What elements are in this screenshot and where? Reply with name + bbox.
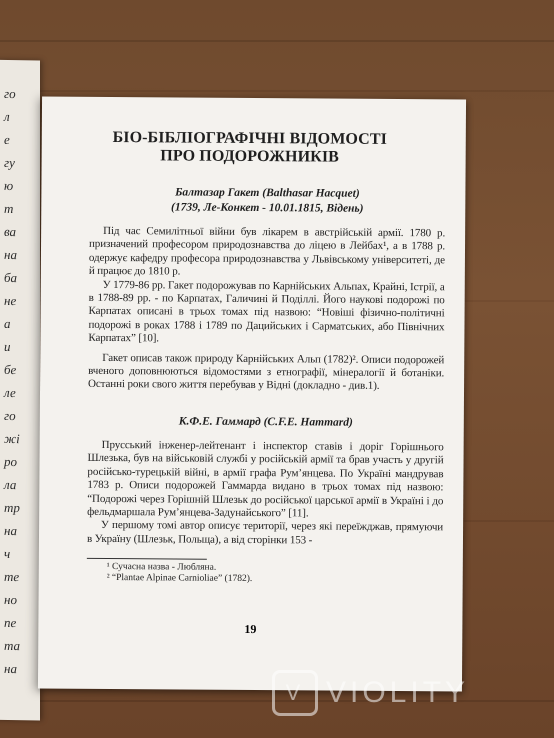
facing-page-text — [0, 59, 40, 677]
watermark — [272, 670, 469, 716]
facing-page-line: ю — [4, 177, 14, 194]
page-heading: БІО-БІБЛІОГРАФІЧНІ ВІДОМОСТІ ПРО ПОДОРОЖНИКІВ — [112, 129, 388, 166]
book-page — [38, 97, 466, 692]
facing-page-line: бе — [4, 361, 17, 378]
author-1-name: Балтазар Гакет (Balthasar Hacquet) — [175, 186, 360, 200]
facing-page-line: но — [4, 591, 17, 608]
author-2-paragraph-1: Прусський інженер-лейтенант і інспектор ставів і доріг Горішнього Шлезька, був на військовій службі у російській армії та брав участь у другій російсько-турецькій війні, в армії графа Рум’янцева. По Україні мандрував 1783 р. Описи подорожей Гаммарда видано в трьох томах під назвою: “Подорожі через Горішній Шлезьк до російської царської армії в Україні і до фельдмаршала Рум’янцева-Задунайського” [11]. — [87, 438, 444, 520]
author-1-paragraph-1: Під час Семилітньої війни був лікарем в австрійській армії. 1780 р. призначений професором природознавства до ліцею в Лейбах¹, а в 1788 р. одержує кафедру професора природознавства у Львівському університеті, де й працює до 1810 р. — [88, 224, 446, 278]
facing-page-line: на — [4, 246, 17, 263]
page-number: 19 — [244, 621, 257, 637]
violity-logo-icon: V — [272, 670, 318, 716]
facing-page-line: е — [4, 131, 10, 147]
facing-page-line: ва — [4, 223, 17, 240]
author-2-paragraph-2: У першому томі автор описує території, через які переїжджав, прямуючи в Україну (Шлезьк, Польща), а від сторінки 153 - — [86, 519, 444, 547]
facing-page-line: ба — [4, 269, 18, 286]
facing-page-line: го — [4, 407, 16, 424]
watermark-text: VIOLITY — [326, 676, 470, 709]
footnotes — [87, 558, 253, 585]
facing-page-line: та — [4, 637, 21, 654]
facing-page-line: ро — [4, 453, 17, 470]
facing-page-line: жі — [4, 430, 20, 447]
facing-page-line: на — [4, 522, 17, 539]
page-content — [87, 129, 446, 587]
facing-page-line: ч — [4, 545, 11, 562]
facing-page-line: пе — [4, 614, 17, 631]
facing-page-line: го — [4, 85, 16, 102]
author-2-name: К.Ф.Е. Гаммард (C.F.E. Hammard) — [178, 415, 353, 429]
facing-page-line: тр — [4, 499, 20, 516]
facing-page-line: т — [4, 200, 14, 217]
facing-page-line: л — [4, 108, 10, 124]
footnote-2: ² “Plantae Alpinae Carnioliae” (1782). — [106, 573, 253, 585]
footnote-1: ¹ Сучасна назва - Любляна. — [106, 562, 217, 573]
facing-page-line: ле — [4, 384, 16, 401]
author-1-dates: (1739, Ле-Конкет - 10.01.1815, Відень) — [170, 201, 364, 215]
author-1-heading — [89, 185, 445, 217]
author-1-paragraph-2: У 1779-86 pp. Гакет подорожував по Карнійських Альпах, Крайні, Істрії, а в 1788-89 pp. - по Карпатах, Галичині й Поділлі. Його наукові подорожі по Карпатах описані в трьох томах під назвою: “Новіші фізично-політичні подорожі в роках 1788 і 1789 по Дацийських і Сарматських, або Північних Карпатах” [10]. — [88, 278, 445, 345]
facing-page-line: гу — [4, 154, 15, 171]
facing-page-line: а — [4, 315, 11, 332]
facing-page-line: те — [4, 568, 20, 585]
facing-page-line: и — [4, 338, 11, 355]
author-1-paragraph-3: Гакет описав також природу Карнійських Альп (1782)². Описи подорожей вченого доповнюються відомостями з етнографії, мінералогії й ботаніки. Останні роки свого життя перебував у Відні (докладно - див.1). — [88, 351, 445, 393]
facing-page-line: ла — [4, 476, 17, 493]
facing-page-line: не — [4, 292, 17, 309]
facing-page-line: на — [4, 660, 17, 677]
facing-page — [0, 59, 40, 720]
